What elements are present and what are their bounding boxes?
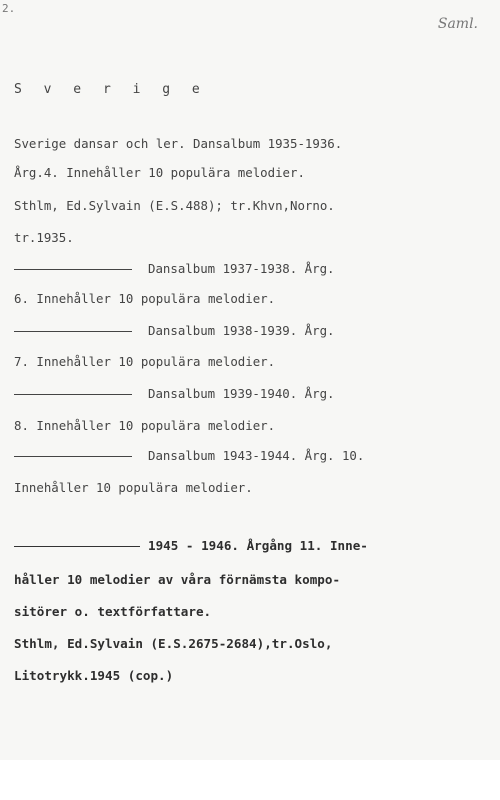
entry3-line1 [14, 323, 335, 338]
entry4-line2: 8. Innehåller 10 populära melodier. [14, 418, 276, 433]
entry4-line1 [14, 386, 335, 401]
entry6-line4: Sthlm, Ed.Sylvain (E.S.2675-2684),tr.Oslo, [14, 636, 333, 651]
entry6-line3: sitörer o. textförfattare. [14, 604, 212, 619]
entry1-line1: Sverige dansar och ler. Dansalbum 1935-1936. [14, 136, 343, 151]
ditto-rule [14, 269, 132, 270]
entry4-line1-text: Dansalbum 1939-1940. Årg. [148, 386, 335, 401]
entry6-line2: håller 10 melodier av våra förnämsta kompo- [14, 572, 341, 587]
card-heading: S v e r i g e [14, 82, 207, 97]
entry5-line1 [14, 448, 364, 463]
entry3-line1-text: Dansalbum 1938-1939. Årg. [148, 323, 335, 338]
entry6-line5: Litotrykk.1945 (cop.) [14, 668, 174, 683]
entry6-line1-text: 1945 - 1946. Årgång 11. Inne- [148, 538, 368, 553]
entry2-line1-text: Dansalbum 1937-1938. Årg. [148, 261, 335, 276]
ditto-rule [14, 394, 132, 395]
entry5-line2: Innehåller 10 populära melodier. [14, 480, 253, 495]
entry6-line1 [14, 538, 368, 553]
scan-bottom-margin [0, 760, 500, 800]
corner-mark: 2. [2, 2, 16, 15]
entry5-line1-text: Dansalbum 1943-1944. Årg. 10. [148, 448, 365, 463]
entry1-line4: tr.1935. [14, 230, 74, 245]
ditto-rule [14, 546, 140, 547]
handwritten-note: Saml. [437, 16, 478, 32]
ditto-rule [14, 331, 132, 332]
entry1-line3: Sthlm, Ed.Sylvain (E.S.488); tr.Khvn,Norno. [14, 198, 335, 213]
entry3-line2: 7. Innehåller 10 populära melodier. [14, 354, 276, 369]
entry1-line2: Årg.4. Innehåller 10 populära melodier. [14, 165, 305, 180]
entry2-line1 [14, 261, 335, 276]
entry2-line2: 6. Innehåller 10 populära melodier. [14, 291, 276, 306]
ditto-rule [14, 456, 132, 457]
